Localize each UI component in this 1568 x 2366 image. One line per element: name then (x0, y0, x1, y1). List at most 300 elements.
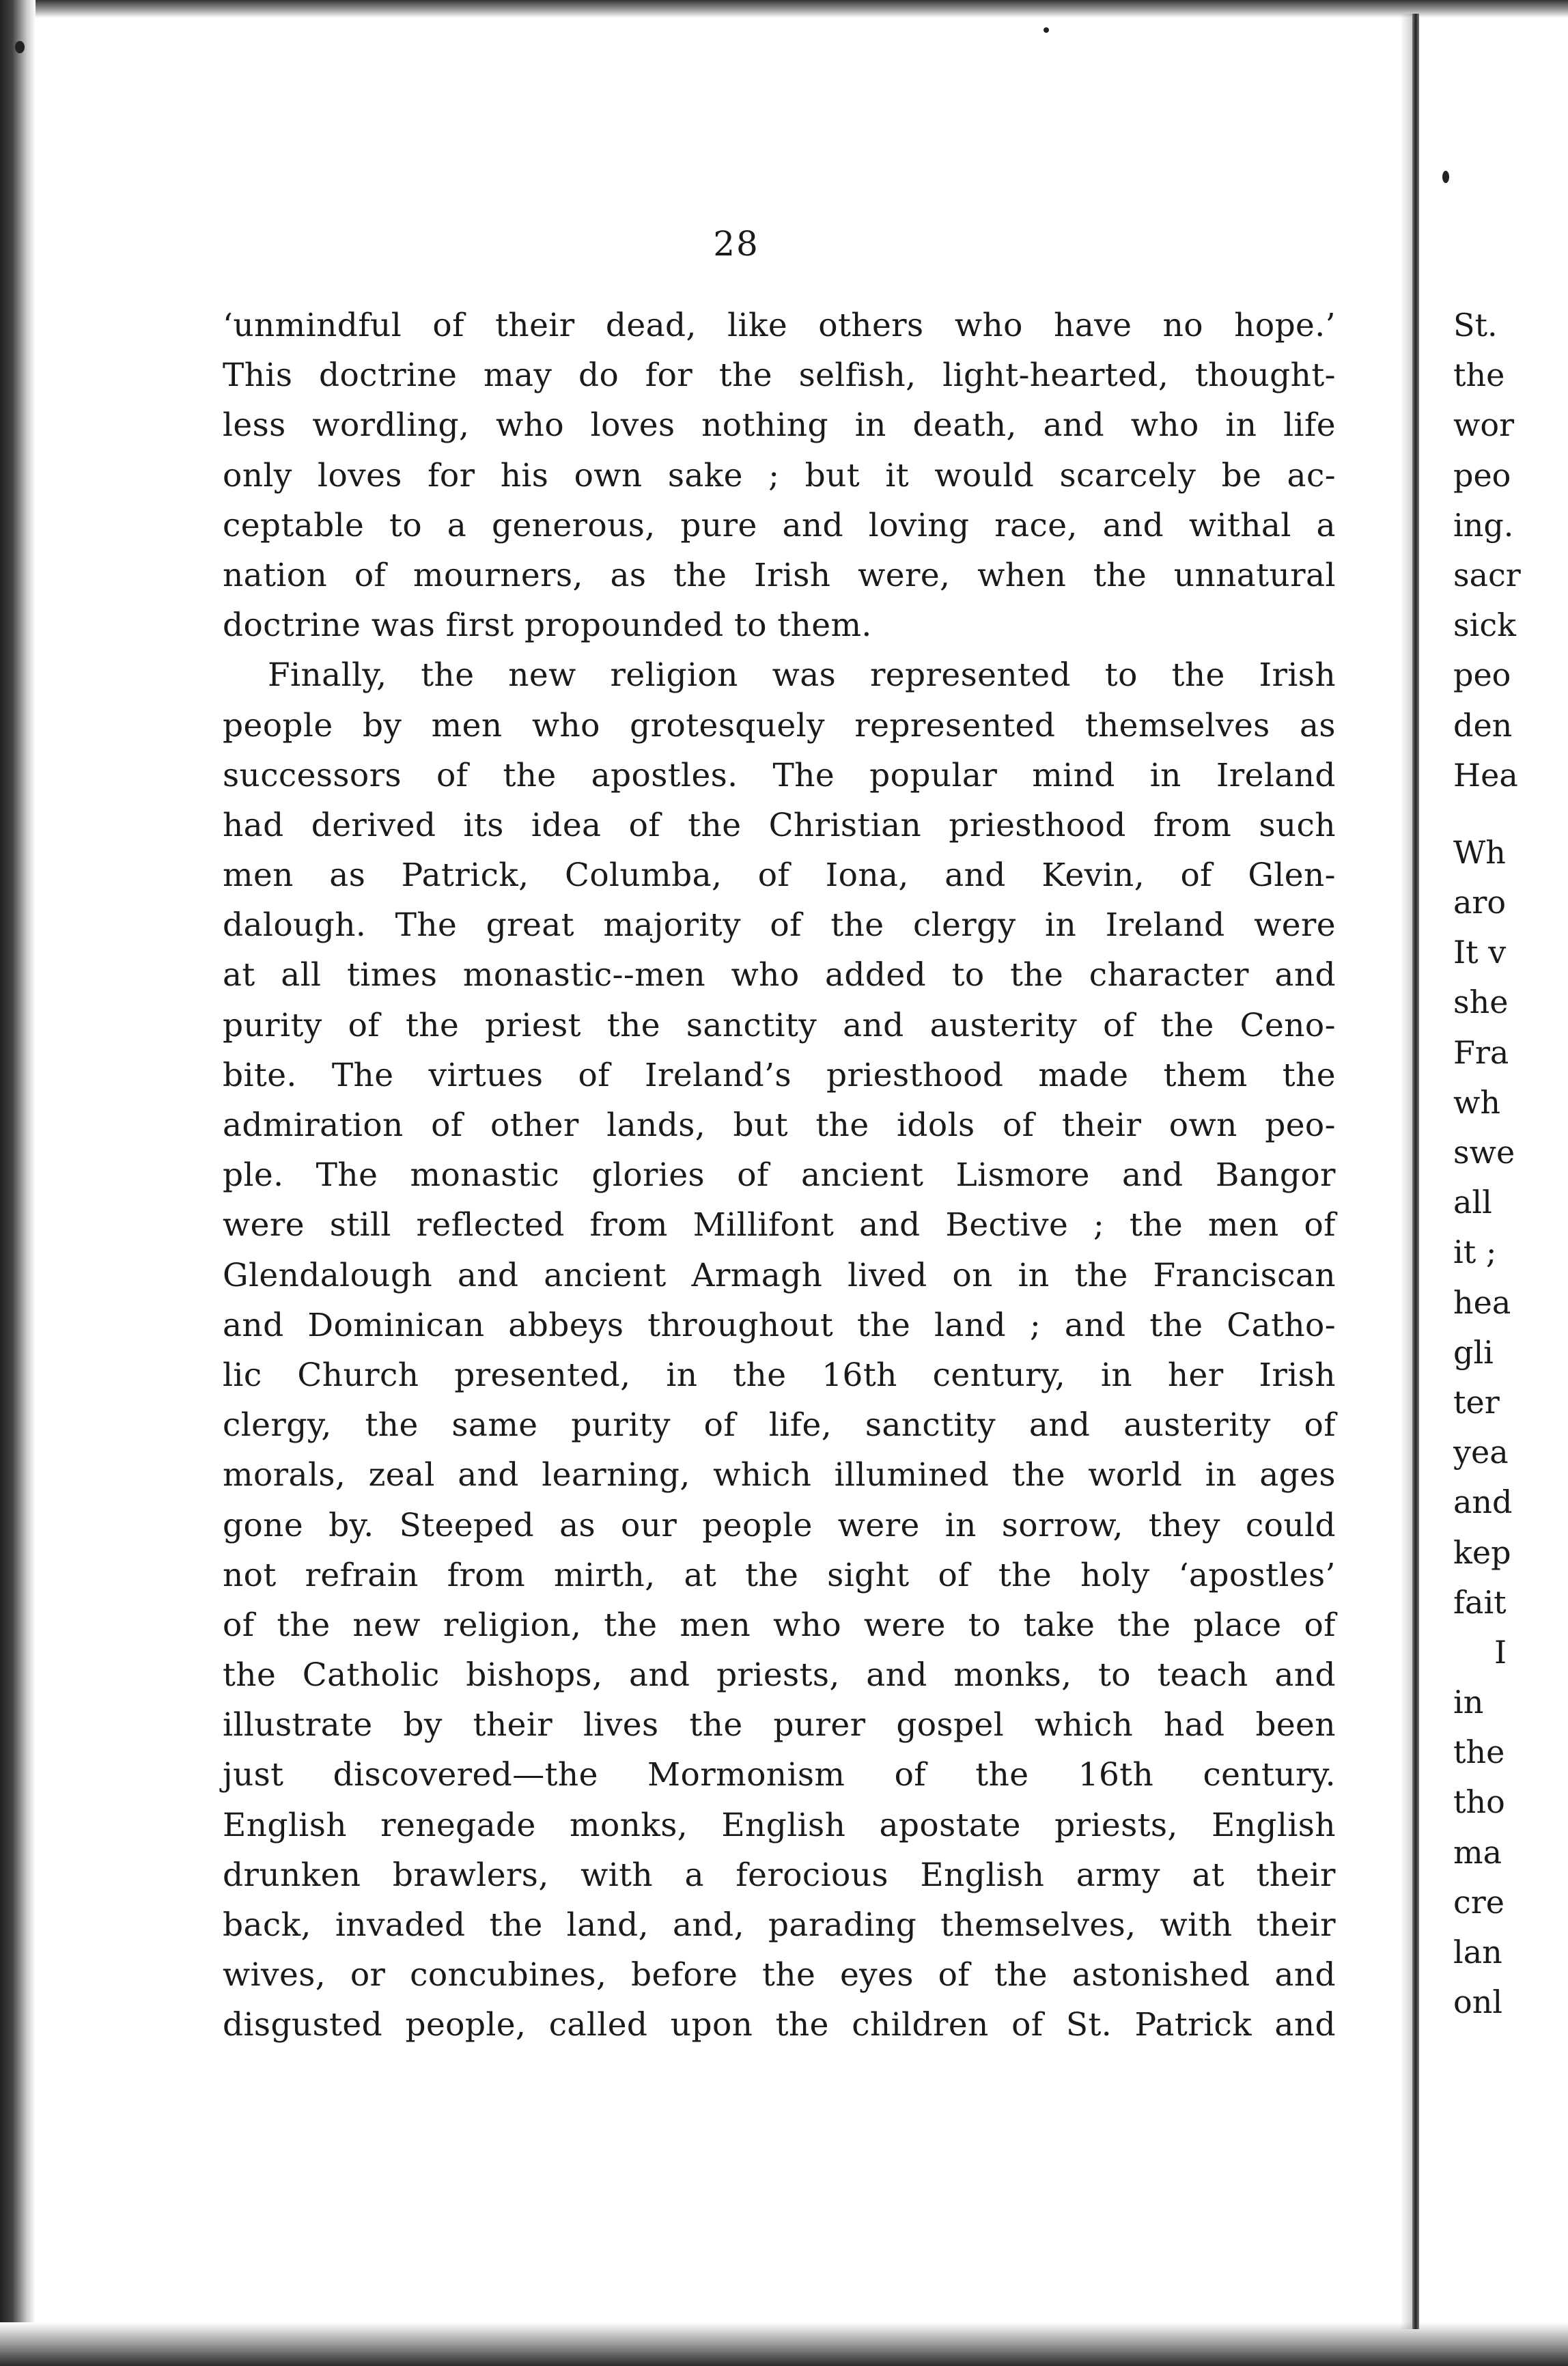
word: century. (1203, 1756, 1336, 1794)
word: idea (531, 806, 602, 844)
word: and (628, 1656, 690, 1695)
scan-speck (1442, 171, 1449, 183)
word: the (733, 1356, 787, 1394)
word: in (666, 1356, 698, 1394)
word: and (843, 1006, 904, 1044)
facing-page-line: she (1453, 984, 1509, 1021)
word: who (496, 406, 565, 445)
word: world (1088, 1456, 1183, 1494)
word: their (1256, 1906, 1336, 1944)
facing-page-line: the (1453, 1734, 1505, 1771)
word: be (1221, 456, 1262, 495)
word: life (1283, 406, 1336, 445)
word: the (1282, 1056, 1336, 1094)
word: Mormonism (647, 1756, 845, 1794)
word: the (604, 1606, 658, 1644)
word: own (574, 456, 643, 495)
word: monks, (570, 1806, 688, 1844)
word: pure (680, 506, 757, 544)
facing-page-line: It v (1453, 934, 1507, 971)
word: and (944, 857, 1006, 895)
facing-page-line: Fra (1453, 1033, 1509, 1071)
word: for (428, 456, 475, 495)
word: Irish (753, 556, 831, 594)
word: their (1061, 1107, 1142, 1144)
word: their (1256, 1856, 1336, 1894)
word: of (432, 307, 464, 344)
word: of (1304, 1406, 1336, 1445)
word: and (1064, 1306, 1126, 1344)
word: sight (827, 1556, 910, 1594)
page-gutter (1412, 14, 1419, 2329)
word: and (223, 1306, 284, 1344)
facing-page-line: tho (1453, 1783, 1505, 1821)
word: English (223, 1806, 347, 1844)
word: and (457, 1256, 519, 1294)
word: gospel (896, 1706, 1005, 1744)
word: successors (223, 756, 402, 794)
word: century, (932, 1356, 1066, 1394)
word: were (837, 1506, 920, 1544)
word: Catholic (302, 1656, 440, 1695)
word: the (1149, 1306, 1203, 1344)
word: same (451, 1406, 538, 1445)
word: ancient (544, 1256, 667, 1294)
word: The (772, 756, 835, 794)
word: of (1011, 2006, 1044, 2044)
word: or (350, 1956, 386, 1994)
word: grotesquely (630, 706, 825, 744)
facing-page-line: peo (1453, 656, 1511, 694)
word: Ireland (1105, 906, 1225, 945)
facing-page-line: Wh (1453, 833, 1506, 871)
facing-page-line: in (1453, 1684, 1484, 1721)
word: and (859, 1206, 921, 1244)
word: admiration (223, 1107, 404, 1144)
word: men (223, 857, 294, 895)
text-line (223, 1600, 1336, 1650)
word: nation (223, 556, 328, 594)
word: lands, (606, 1107, 706, 1144)
word: to (1104, 656, 1138, 695)
word: the (1074, 1256, 1128, 1294)
word: do (578, 357, 619, 395)
page-number (0, 224, 1568, 264)
word: invaded (335, 1906, 466, 1944)
word: of (1180, 857, 1212, 895)
word: by (362, 706, 402, 744)
word: and, (673, 1906, 744, 1944)
text-line (223, 1950, 1336, 2000)
word: other (490, 1107, 579, 1144)
word: of (1103, 1006, 1135, 1044)
word: the (998, 1556, 1052, 1594)
text-line (223, 1750, 1336, 1800)
text-line (223, 1200, 1336, 1250)
word: who (773, 1606, 842, 1644)
word: at (1192, 1856, 1225, 1894)
word: 16th (822, 1356, 897, 1394)
text-line (223, 1900, 1336, 1950)
text-line (223, 350, 1336, 400)
word: hope.’ (1234, 307, 1336, 344)
text-line (223, 1501, 1336, 1550)
word: zeal (368, 1456, 435, 1494)
text-line (223, 1100, 1336, 1150)
word: the (421, 656, 475, 695)
word: at (223, 956, 255, 994)
word: the (830, 906, 884, 945)
facing-page-line: den (1453, 706, 1513, 744)
word: loving (868, 506, 970, 544)
word: all (281, 956, 322, 994)
word: Millifont (692, 1206, 835, 1244)
word: Steeped (399, 1506, 535, 1544)
word: ‘apostles’ (1178, 1556, 1336, 1594)
word: disgusted (223, 2006, 383, 2044)
text-line (223, 451, 1336, 501)
word: ceptable (223, 506, 365, 544)
word: thought- (1194, 357, 1336, 395)
word: from (447, 1556, 526, 1594)
word: as (559, 1506, 596, 1544)
word: in (1205, 1456, 1237, 1494)
word: bishops, (466, 1656, 603, 1695)
word: children (852, 2006, 989, 2044)
word: of (938, 1556, 970, 1594)
word: illumined (834, 1456, 990, 1494)
word: apostate (879, 1806, 1021, 1844)
word: 16th (1078, 1756, 1154, 1794)
facing-page-fragment (1453, 301, 1568, 2027)
word: of (431, 1107, 463, 1144)
word: which (713, 1456, 812, 1494)
word: as (610, 556, 647, 594)
text-line (223, 1300, 1336, 1350)
word: to (389, 506, 423, 544)
word: derived (311, 806, 436, 844)
word: ; (1029, 1306, 1041, 1344)
word: of (436, 756, 468, 794)
word: monastic (410, 1156, 560, 1195)
word: had (223, 806, 284, 844)
word: which (1034, 1706, 1134, 1744)
word: mourners, (413, 556, 583, 594)
text-line (223, 1550, 1336, 1600)
facing-page-line: sick (1453, 607, 1516, 644)
word: could (1245, 1506, 1336, 1544)
word: drunken (223, 1856, 361, 1894)
word: gone (223, 1506, 304, 1544)
word: ; (768, 456, 780, 495)
facing-page-line: St. (1453, 307, 1498, 344)
text-line (223, 1800, 1336, 1850)
word: selfish, (798, 357, 916, 395)
word: been (1255, 1706, 1336, 1744)
text-line (223, 900, 1336, 950)
word: the (673, 556, 727, 594)
word: Columba, (564, 857, 723, 895)
word: who (731, 956, 800, 994)
word: death, (912, 406, 1017, 445)
facing-page-line: wh (1453, 1083, 1500, 1121)
text-line (223, 1450, 1336, 1500)
word: The (331, 1056, 394, 1094)
word: austerity (1123, 1406, 1271, 1445)
word: for (645, 357, 693, 395)
word: from (1153, 806, 1232, 844)
word: reflected (416, 1206, 565, 1244)
word: to (951, 956, 985, 994)
word: dead, (605, 307, 697, 344)
word: parading (768, 1906, 917, 1944)
word: it (885, 456, 910, 495)
word: purity (223, 1006, 322, 1044)
word: astonished (1072, 1956, 1250, 1994)
word: at (684, 1556, 717, 1594)
word: of (1304, 1206, 1336, 1244)
text-line (223, 1001, 1336, 1050)
word: them (1163, 1056, 1248, 1094)
word: monastic--men (462, 956, 706, 994)
word: land, (566, 1906, 649, 1944)
word: of (770, 906, 802, 945)
word: sanctity (686, 1006, 817, 1044)
word: religion (610, 656, 738, 695)
word: Dominican (307, 1306, 485, 1344)
word: This (223, 357, 293, 395)
word: Catho- (1227, 1306, 1336, 1344)
word: learning, (542, 1456, 690, 1494)
word: monks, (953, 1656, 1072, 1695)
word: Bangor (1215, 1156, 1336, 1195)
word: their (495, 307, 575, 344)
word: bite. (223, 1056, 297, 1094)
word: throughout (647, 1306, 834, 1344)
word: ‘unmindful (223, 307, 402, 344)
word: doctrine (319, 357, 458, 395)
word: and (1274, 956, 1336, 994)
word: priests, (716, 1656, 840, 1695)
word: in (1045, 906, 1077, 945)
word: dalough. (223, 906, 367, 945)
word: sake (667, 456, 743, 495)
word: Ireland (1216, 756, 1336, 794)
word: purity (571, 1406, 671, 1445)
text-line (223, 551, 1336, 600)
word: others (818, 307, 924, 344)
word: light-hearted, (942, 357, 1169, 395)
word: sorrow, (1001, 1506, 1123, 1544)
word: added (825, 956, 927, 994)
word: army (1076, 1856, 1160, 1894)
word: not (223, 1556, 277, 1594)
word: St. (1065, 2006, 1112, 2044)
word: in (944, 1506, 977, 1544)
word: lived (848, 1256, 927, 1294)
word: in (1149, 756, 1181, 794)
facing-page-line: all (1453, 1184, 1492, 1221)
word: just (223, 1756, 284, 1794)
word: character (1089, 956, 1249, 994)
word: Irish (1259, 1356, 1336, 1394)
word: and (1102, 506, 1164, 544)
word: a (447, 506, 467, 544)
text-line (223, 301, 1336, 350)
word: sanctity (865, 1406, 996, 1445)
scan-speck (1044, 27, 1049, 33)
word: ages (1259, 1456, 1336, 1494)
facing-page-line: I (1494, 1633, 1507, 1671)
text-line (223, 950, 1336, 1000)
word: English (920, 1856, 1045, 1894)
word: mirth, (553, 1556, 656, 1594)
word: a (684, 1856, 704, 1894)
word: Franciscan (1153, 1256, 1336, 1294)
text-line (223, 751, 1336, 801)
word: they (1148, 1506, 1220, 1544)
text-line (223, 1350, 1336, 1400)
word: of (628, 806, 661, 844)
word: our (621, 1506, 677, 1544)
word: concubines, (410, 1956, 607, 1994)
word: and (1274, 2006, 1336, 2044)
word: new (508, 656, 576, 695)
word: of (737, 1156, 769, 1195)
word: his (500, 456, 549, 495)
word: and (782, 506, 844, 544)
word: peo- (1265, 1107, 1336, 1144)
word: the (762, 1956, 816, 1994)
word: the (689, 1706, 743, 1744)
word: in (1225, 406, 1257, 445)
word: by. (328, 1506, 374, 1544)
word: who (1130, 406, 1199, 445)
word: by (403, 1706, 443, 1744)
word: no (1162, 307, 1203, 344)
word: such (1259, 806, 1336, 844)
facing-page-line: ter (1453, 1383, 1500, 1421)
word: majority (603, 906, 741, 945)
word: ; (1093, 1206, 1105, 1244)
word: idols (896, 1107, 975, 1144)
word: wives, (223, 1956, 326, 1994)
word: the (365, 1406, 419, 1445)
facing-page-line: fait (1453, 1583, 1507, 1621)
word: but (733, 1107, 788, 1144)
text-line (223, 501, 1336, 551)
word: men (680, 1606, 751, 1644)
word: when (977, 556, 1067, 594)
facing-page-line: it ; (1453, 1234, 1497, 1271)
word: generous, (491, 506, 656, 544)
word: times (346, 956, 438, 994)
word: of (1002, 1107, 1035, 1144)
word: life, (768, 1406, 832, 1445)
facing-page-line: onl (1453, 1984, 1503, 2021)
word: represented (869, 656, 1071, 695)
word: the (503, 756, 557, 794)
word: new (352, 1606, 421, 1644)
word: the (277, 1606, 331, 1644)
word: in (1100, 1356, 1133, 1394)
word: withal (1188, 506, 1291, 544)
word: scarcely (1059, 456, 1196, 495)
word: teach (1157, 1656, 1248, 1695)
word: English (721, 1806, 846, 1844)
word: and (1043, 406, 1105, 445)
word: Patrick, (401, 857, 529, 895)
text-line (223, 850, 1336, 900)
word: renegade (380, 1806, 536, 1844)
text-line (223, 2000, 1336, 2050)
word: take (1023, 1606, 1095, 1644)
word: Finally, (268, 656, 387, 695)
word: austerity (929, 1006, 1078, 1044)
word: glories (591, 1156, 705, 1195)
word: themselves, (940, 1906, 1136, 1944)
word: Glen- (1248, 857, 1336, 895)
word: the (994, 1956, 1048, 1994)
facing-page-line: hea (1453, 1283, 1511, 1321)
word: their (473, 1706, 553, 1744)
facing-page-line: the (1453, 357, 1505, 394)
word: of (223, 1606, 255, 1644)
word: the (1117, 1606, 1171, 1644)
scan-edge-left (0, 0, 36, 2366)
gutter-shadow (1400, 14, 1412, 2329)
word: the (606, 1006, 660, 1044)
word: of (894, 1756, 927, 1794)
word: may (484, 357, 552, 395)
word: priest (485, 1006, 581, 1044)
word: the (223, 1656, 277, 1695)
body-text (223, 301, 1336, 2050)
word: clergy, (223, 1406, 332, 1445)
word: the (1160, 1006, 1214, 1044)
text-line (223, 1150, 1336, 1200)
word: would (934, 456, 1035, 495)
word: themselves (1084, 706, 1270, 744)
word: as (1300, 706, 1336, 744)
word: the (975, 1756, 1029, 1794)
word: ple. (223, 1156, 284, 1195)
text-line: doctrine was first propounded to them. (223, 607, 872, 645)
text-line (223, 701, 1336, 751)
word: place (1193, 1606, 1282, 1644)
word: lives (583, 1706, 659, 1744)
word: priesthood (949, 806, 1126, 844)
page-number-text: 28 (713, 224, 759, 264)
word: Kevin, (1041, 857, 1145, 895)
word: land (934, 1306, 1007, 1344)
word: of (354, 556, 387, 594)
facing-page-line: lan (1453, 1934, 1502, 1971)
text-line (223, 650, 1336, 700)
word: of (938, 1956, 970, 1994)
text-line (223, 801, 1336, 850)
word: have (1054, 307, 1132, 344)
text-line (223, 1650, 1336, 1700)
word: before (631, 1956, 738, 1994)
word: ferocious (736, 1856, 888, 1894)
word: the (718, 357, 772, 395)
word: were (1254, 906, 1336, 945)
word: priesthood (826, 1056, 1004, 1094)
word: Ceno- (1240, 1006, 1336, 1044)
facing-page-line: ing. (1453, 506, 1514, 544)
word: the (857, 1306, 911, 1344)
